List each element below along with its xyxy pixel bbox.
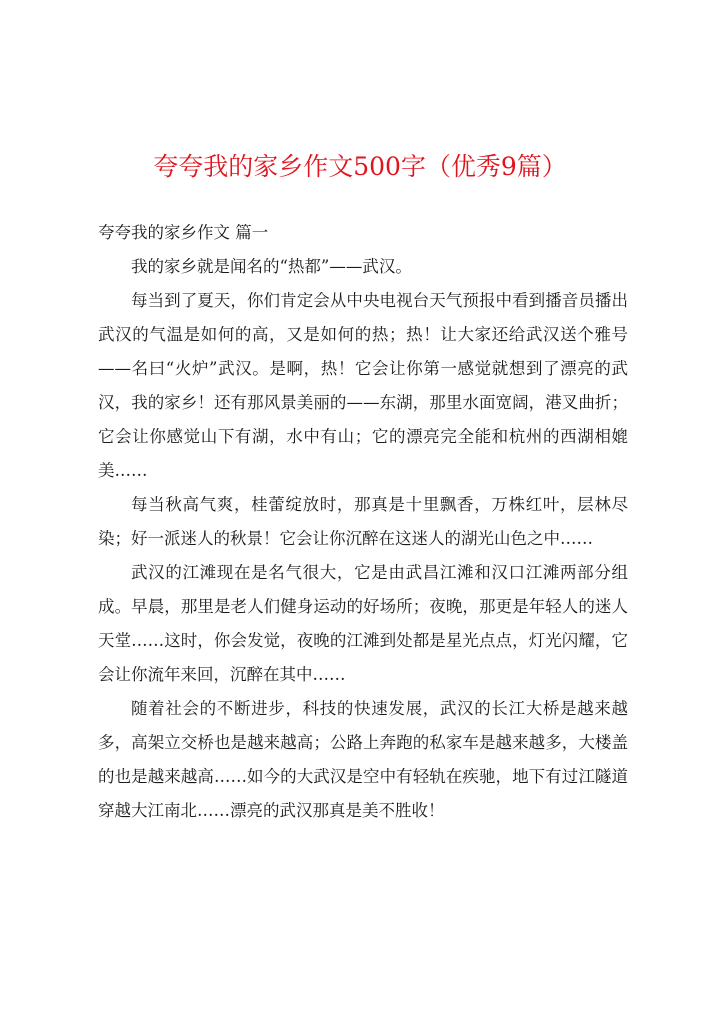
paragraph-2: 每当到了夏天，你们肯定会从中央电视台天气预报中看到播音员播出武汉的气温是如何的高，又是如何的热；热！让大家还给武汉送个雅号——名曰“火炉”武汉。是啊，热！它会让你第一感觉就想到了漂亮的武汉，我的家乡！还有那风景美丽的——东湖，那里水面宽阔，港叉曲折；它会让你感觉山下有湖，水中有山；它的漂亮完全能和杭州的西湖相媲美…… bbox=[98, 291, 628, 480]
paragraph-1: 我的家乡就是闻名的“热都”——武汉。 bbox=[131, 257, 412, 276]
document-body bbox=[98, 216, 628, 828]
document-title: 夸夸我的家乡作文500字（优秀9篇） bbox=[153, 152, 567, 181]
section-heading: 夸夸我的家乡作文 篇一 bbox=[98, 223, 269, 242]
paragraph-4: 武汉的江滩现在是名气很大，它是由武昌江滩和汉口江滩两部分组成。早晨，那里是老人们健身运动的好场所；夜晚，那更是年轻人的迷人天堂……这时，你会发觉，夜晚的江滩到处都是星光点点，灯光闪耀，它会让你流年来回，沉醉在其中…… bbox=[98, 563, 628, 684]
paragraph-5: 随着社会的不断进步，科技的快速发展，武汉的长江大桥是越来越多，高架立交桥也是越来越高；公路上奔跑的私家车是越来越多，大楼盖的也是越来越高……如今的大武汉是空中有轻轨在疾驰，地下有过江隧道穿越大江南北……漂亮的武汉那真是美不胜收！ bbox=[98, 699, 628, 820]
paragraph-3: 每当秋高气爽，桂蕾绽放时，那真是十里飘香，万株红叶，层林尽染；好一派迷人的秋景！它会让你沉醉在这迷人的湖光山色之中…… bbox=[98, 495, 628, 548]
